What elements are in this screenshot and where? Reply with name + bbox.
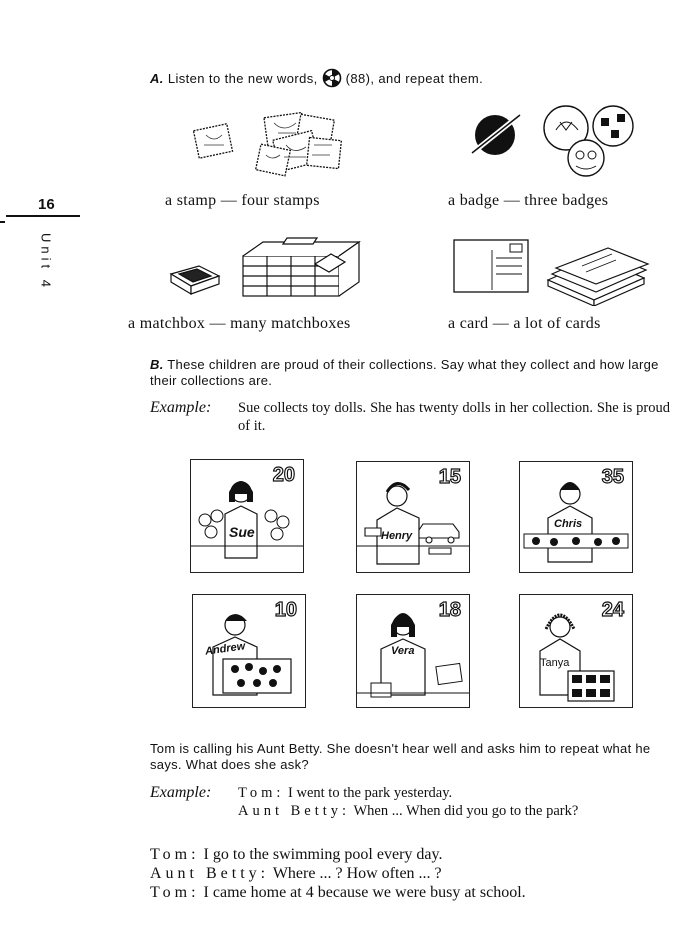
dialogue-line <box>150 883 680 902</box>
shirt-name: Chris <box>554 518 583 530</box>
collection-picture <box>519 461 633 573</box>
speaker: Tom: <box>238 785 285 801</box>
matchboxes-illustration <box>165 236 365 302</box>
line-text: When ... When did you go to the park? <box>353 803 579 819</box>
task-b-text: These children are proud of their collections. Say what they collect and how large their collections are. <box>150 357 659 388</box>
task-b-letter: B. <box>150 357 164 372</box>
badges-illustration <box>468 100 648 180</box>
task-c-example <box>150 784 672 820</box>
page-number-rule <box>6 215 80 217</box>
line-text: I go to the swimming pool every day. <box>203 846 443 863</box>
collection-count: 18 <box>438 599 461 621</box>
cards-illustration <box>452 236 652 306</box>
task-b-example <box>150 399 670 435</box>
speaker: Aunt Betty: <box>238 803 351 819</box>
line-text: Where ... ? How often ... ? <box>272 865 442 882</box>
unit-side-label: Unit 4 <box>38 233 54 291</box>
task-a-letter: A. <box>150 71 164 86</box>
collection-count: 24 <box>601 599 624 621</box>
example-line <box>238 784 672 802</box>
collection-picture <box>356 594 470 708</box>
shirt-name: Vera <box>391 645 415 657</box>
dialogue-line <box>150 864 680 883</box>
line-text: I came home at 4 because we were busy at school. <box>203 884 526 901</box>
shirt-name: Tanya <box>540 657 570 669</box>
speaker: Aunt Betty: <box>150 865 270 882</box>
task-b-instruction <box>150 357 672 389</box>
caption-stamp: a stamp — four stamps <box>165 192 320 209</box>
speaker: Tom: <box>150 846 200 863</box>
collection-picture <box>190 459 304 573</box>
task-c-instruction: Tom is calling his Aunt Betty. She doesn't hear well and asks him to repeat what he says. What does she ask? <box>150 741 651 772</box>
collection-count: 15 <box>438 466 461 488</box>
line-text: I went to the park yesterday. <box>288 785 453 801</box>
shirt-name: Sue <box>229 524 255 540</box>
speaker: Tom: <box>150 884 200 901</box>
margin-tick <box>0 221 5 223</box>
collection-picture <box>519 594 633 708</box>
example-sentence: Sue collects toy dolls. She has twenty dolls in her collection. She is proud of it. <box>238 400 670 434</box>
collection-count: 20 <box>272 464 295 486</box>
stamps-illustration <box>188 105 348 180</box>
caption-matchbox: a matchbox — many matchboxes <box>128 315 351 332</box>
collection-count: 35 <box>601 466 624 488</box>
task-a-instruction <box>150 68 483 91</box>
shirt-name: Andrew <box>204 640 246 658</box>
task-a-text-before: Listen to the new words, <box>167 71 318 86</box>
page-number: 16 <box>38 196 55 213</box>
collection-picture <box>192 594 306 708</box>
example-label: Example: <box>150 784 212 801</box>
disc-audio-icon[interactable] <box>322 68 342 91</box>
shirt-name: Henry <box>381 530 413 542</box>
task-a-text-after: (88), and repeat them. <box>345 71 484 86</box>
example-label: Example: <box>150 399 212 416</box>
collection-picture <box>356 461 470 573</box>
collection-count: 10 <box>274 599 297 621</box>
caption-card: a card — a lot of cards <box>448 315 601 332</box>
example-line <box>238 802 672 820</box>
caption-badge: a badge — three badges <box>448 192 609 209</box>
dialogue-line <box>150 845 680 864</box>
task-c-dialogue <box>150 845 680 902</box>
